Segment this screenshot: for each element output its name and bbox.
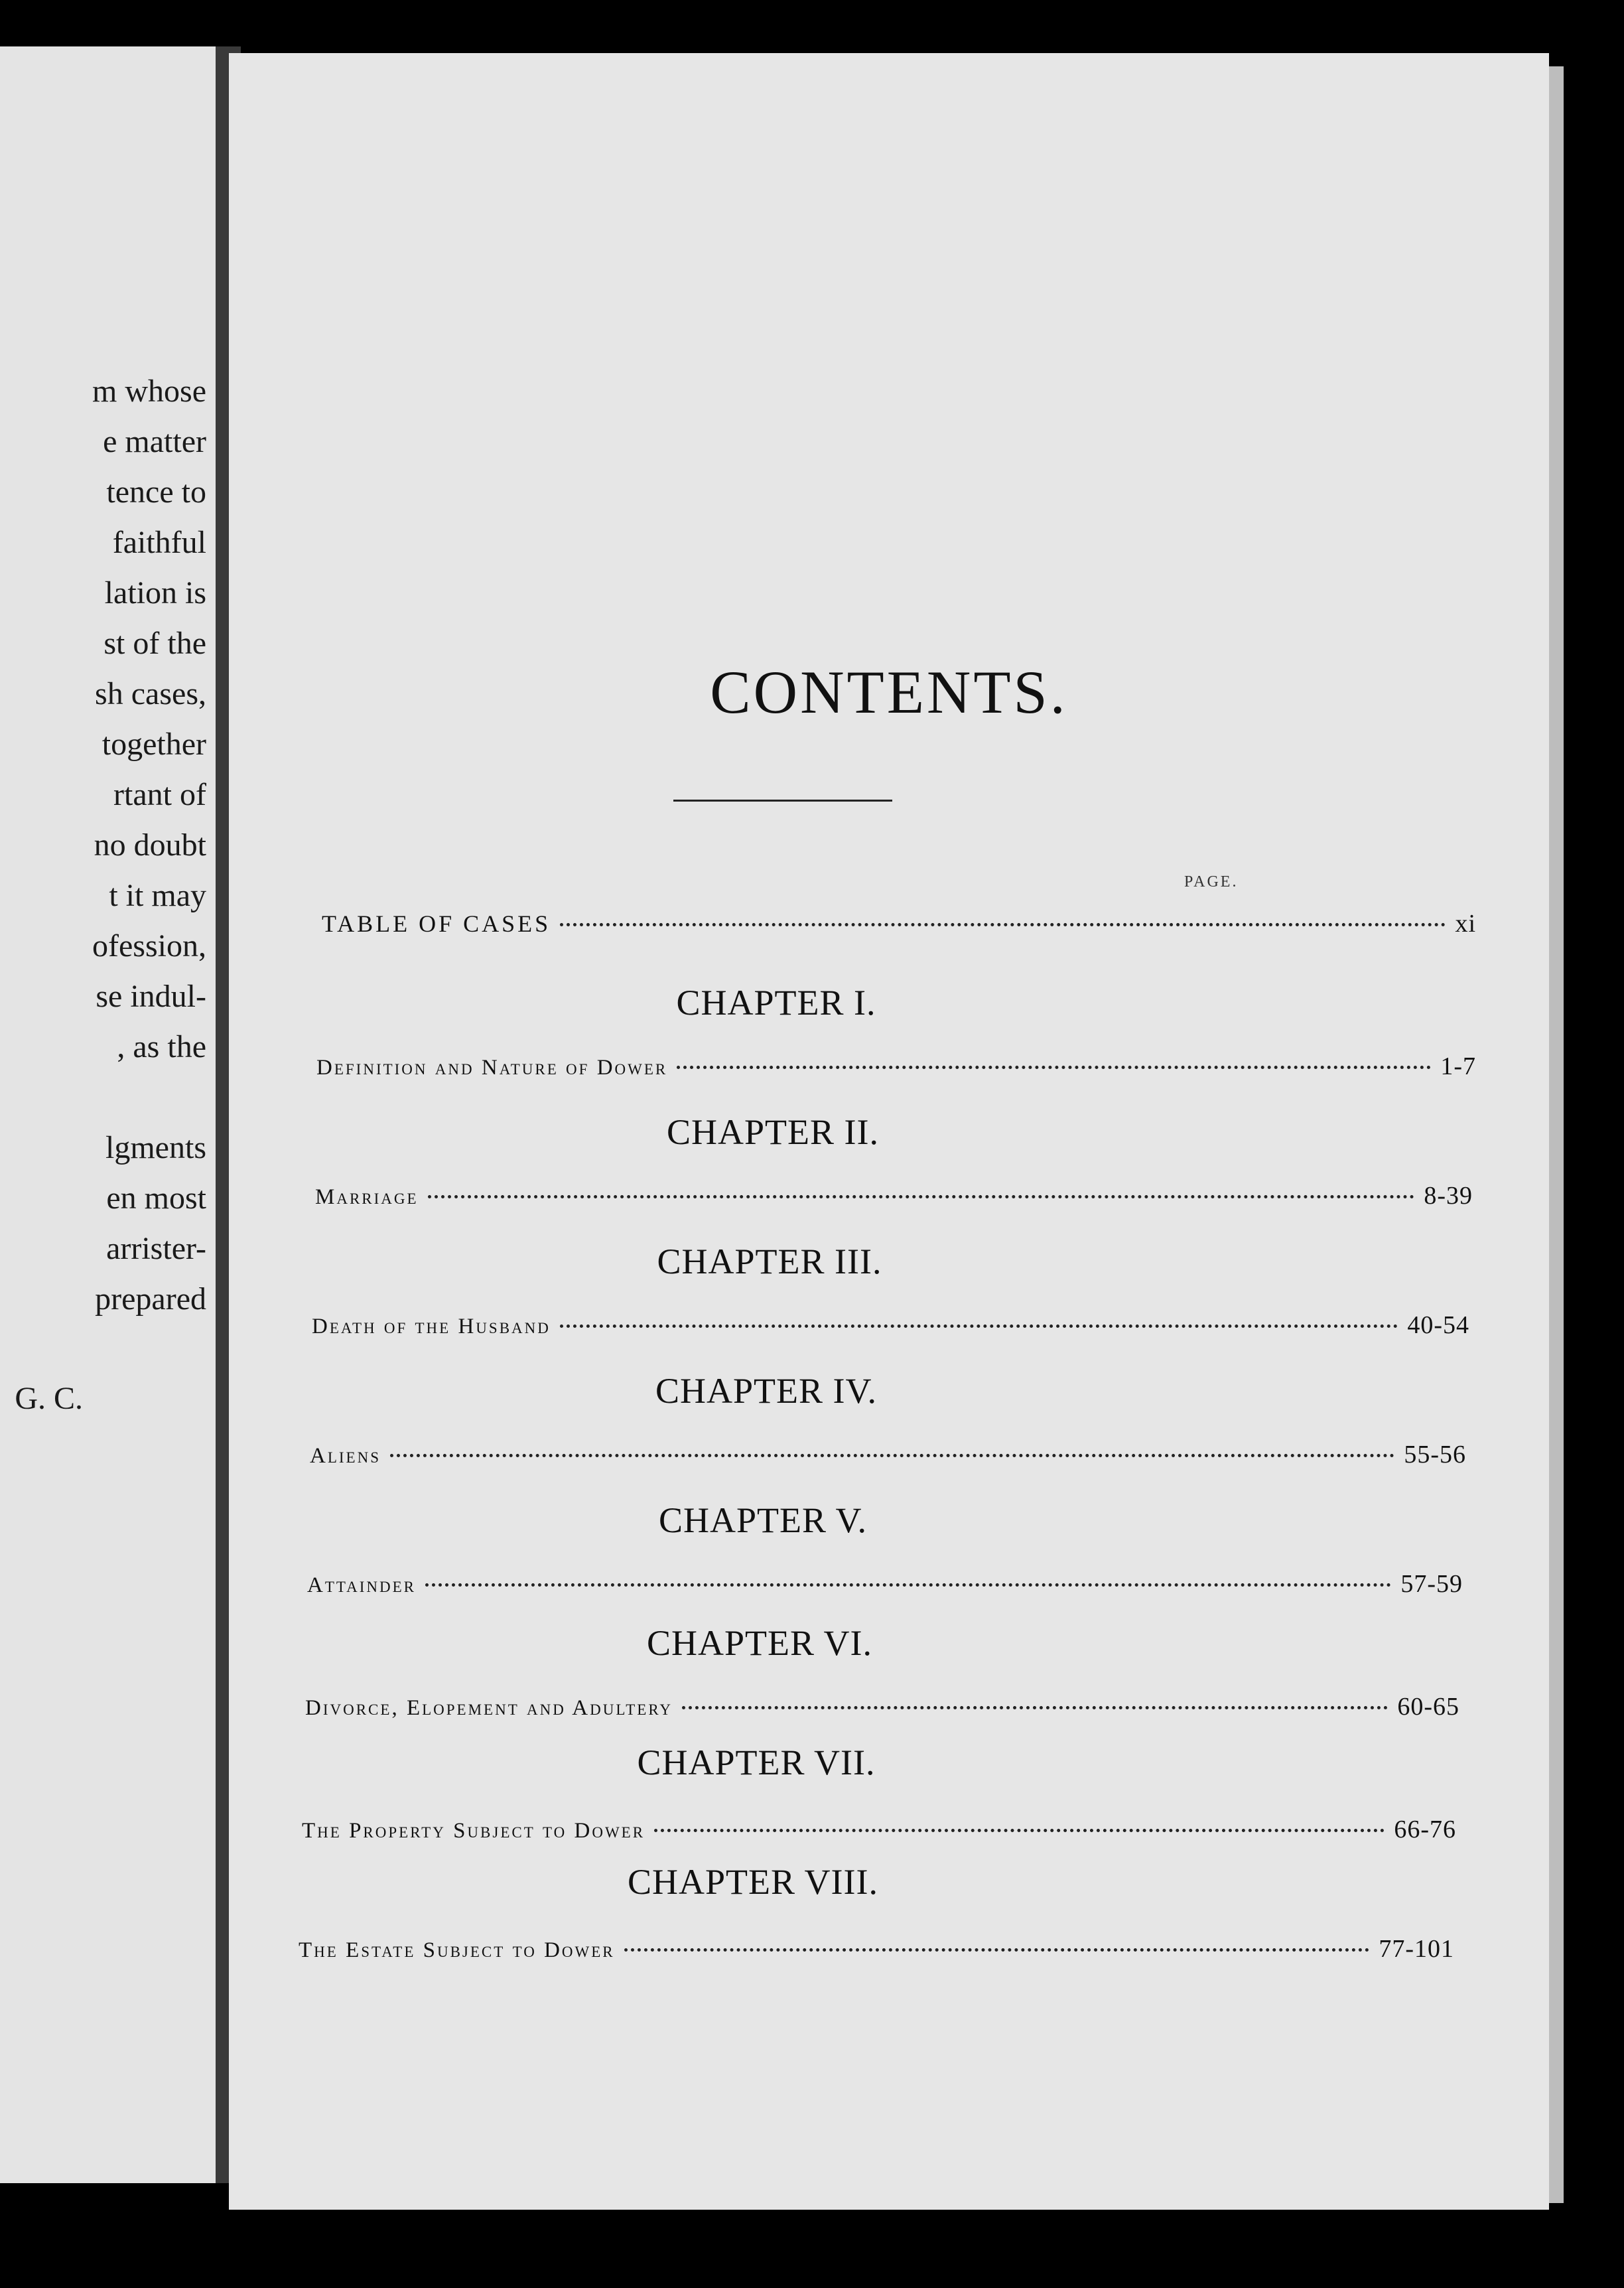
dot-leader [560, 923, 1446, 926]
facing-page-line: se indul- [96, 979, 206, 1014]
dot-leader [677, 1066, 1431, 1069]
chapter-heading: CHAPTER V. [658, 1500, 868, 1540]
toc-entry-pages: 1-7 [1440, 1052, 1476, 1080]
dot-leader [428, 1195, 1415, 1198]
facing-page-line: together [102, 727, 206, 762]
facing-page-line: sh cases, [95, 676, 206, 711]
facing-page-initials: G. C. [15, 1381, 83, 1416]
heading-rule [673, 800, 892, 802]
chapter-heading: CHAPTER IV. [655, 1371, 878, 1411]
facing-page-line: faithful [112, 525, 206, 560]
toc-entry-title: Attainder [307, 1573, 416, 1597]
facing-page-line: t it may [109, 878, 206, 913]
toc-entry-pages: xi [1455, 910, 1476, 938]
dot-leader [654, 1829, 1385, 1832]
facing-page-line: st of the [103, 626, 206, 661]
toc-entry [299, 1934, 1454, 1964]
facing-page-line: , as the [117, 1029, 206, 1064]
facing-page-line: rtant of [113, 777, 206, 812]
dot-leader [560, 1324, 1398, 1328]
chapter-heading: CHAPTER VIII. [627, 1862, 878, 1902]
facing-page-line: lgments [105, 1130, 206, 1165]
contents-heading: CONTENTS. [710, 658, 1068, 726]
chapter-heading: CHAPTER III. [657, 1242, 882, 1281]
toc-entry-title: TABLE OF CASES [322, 910, 551, 937]
toc-entry-pages: 55-56 [1404, 1441, 1466, 1468]
dot-leader [624, 1948, 1370, 1952]
toc-entry [316, 1052, 1476, 1081]
toc-entry-pages: 8-39 [1424, 1182, 1473, 1210]
chapter-heading: CHAPTER VI. [646, 1623, 873, 1663]
toc-entry [315, 1181, 1473, 1210]
toc-entry-title: Death of the Husband [312, 1315, 551, 1338]
page-column-label: PAGE. [1184, 873, 1239, 891]
facing-page-line: arrister- [106, 1231, 206, 1266]
dot-leader [682, 1706, 1388, 1709]
chapter-heading: CHAPTER I. [676, 983, 876, 1023]
toc-entry-title: Marriage [315, 1185, 419, 1209]
toc-entry-title: Definition and Nature of Dower [316, 1056, 668, 1080]
toc-entry [312, 1311, 1469, 1340]
facing-page-line: prepared [95, 1281, 206, 1317]
toc-entry-title: The Property Subject to Dower [302, 1819, 645, 1843]
toc-entry-pages: 60-65 [1397, 1693, 1459, 1721]
facing-page-line: e matter [103, 424, 206, 459]
facing-page-line: no doubt [94, 827, 206, 863]
toc-entry [302, 1815, 1456, 1844]
toc-entry-pages: 40-54 [1407, 1311, 1469, 1339]
facing-page-line: en most [106, 1180, 206, 1216]
toc-entry [307, 1569, 1463, 1599]
toc-entry-title: Divorce, Elopement and Adultery [305, 1696, 673, 1720]
dot-leader [390, 1454, 1394, 1457]
facing-page [0, 46, 216, 2183]
toc-entry [305, 1692, 1459, 1721]
toc-entry-table-of-cases [322, 909, 1476, 938]
toc-entry-pages: 77-101 [1379, 1935, 1454, 1963]
facing-page-line: lation is [104, 575, 206, 610]
toc-entry-title: The Estate Subject to Dower [299, 1938, 615, 1962]
toc-entry-pages: 57-59 [1400, 1570, 1463, 1598]
dot-leader [425, 1583, 1391, 1587]
chapter-heading: CHAPTER II. [667, 1112, 879, 1152]
toc-entry-title: Aliens [310, 1444, 381, 1468]
toc-entry-pages: 66-76 [1394, 1816, 1456, 1843]
chapter-heading: CHAPTER VII. [637, 1743, 876, 1782]
contents-page [229, 53, 1549, 2210]
facing-page-line: m whose [92, 374, 206, 409]
facing-page-line: ofession, [92, 928, 206, 964]
toc-entry [310, 1440, 1466, 1469]
facing-page-line: tence to [106, 474, 206, 510]
